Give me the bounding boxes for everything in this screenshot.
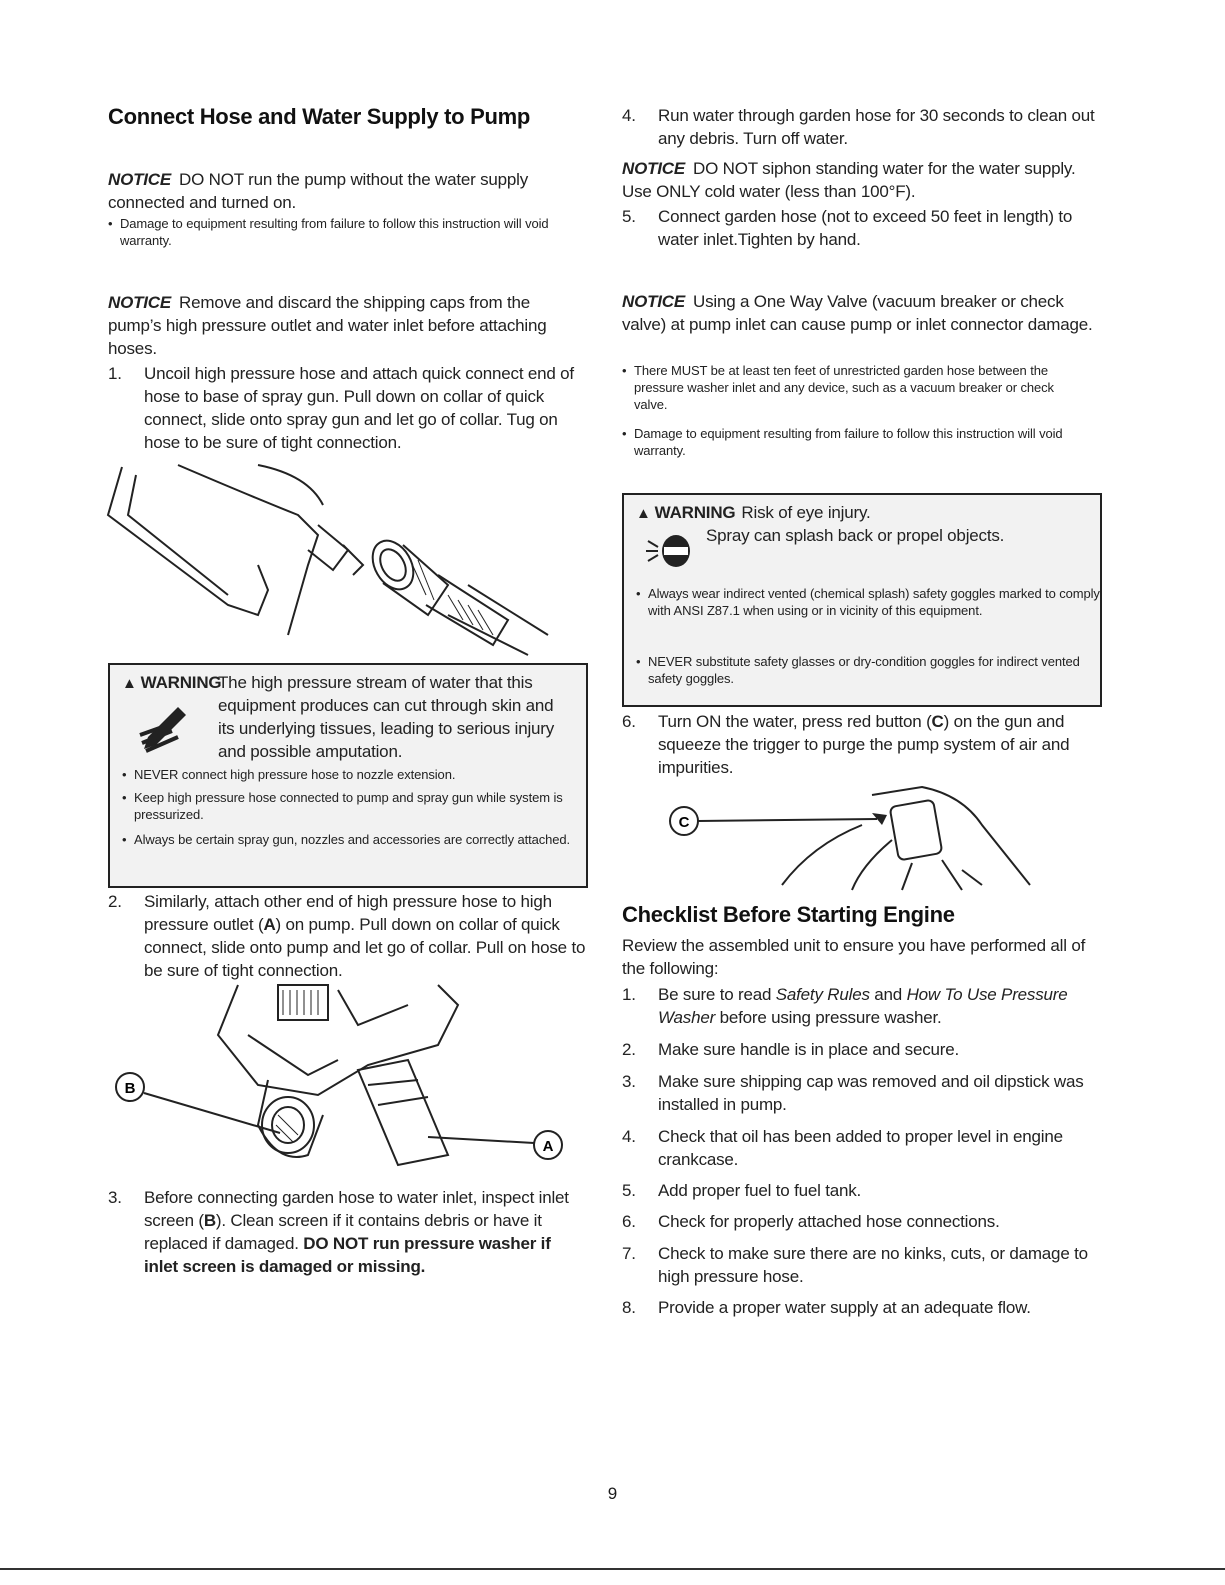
spray-gun-trigger-figure <box>662 785 1082 895</box>
warning-bullet-goggles: • Always wear indirect vented (chemical splash) safety goggles marked to comply with ANSI Z87.1 when using or in vicinity of this equipment. <box>636 585 1100 619</box>
checklist-item-5: 5. Add proper fuel to fuel tank. <box>622 1181 862 1200</box>
warning-heading-line-eye <box>636 501 1092 525</box>
notice-run-pump: NOTICE DO NOT run the pump without the water supply connected and turned on. <box>108 170 529 212</box>
callout-c: C <box>678 814 690 831</box>
step-4: 4. Run water through garden hose for 30 seconds to clean out any debris. Turn off water. <box>622 106 1095 148</box>
warning-box-high-pressure <box>108 663 588 888</box>
bottom-rule <box>0 1568 1225 1570</box>
step-6: 6. Turn ON the water, press red button (C) on the gun and squeeze the trigger to purge the pump system of air and impurities. <box>622 712 1070 777</box>
warning-bullet-2: • Keep high pressure hose connected to pump and spray gun while system is pressurized. <box>122 789 584 823</box>
notice-bullet-ten-feet: • There MUST be at least ten feet of unrestricted garden hose between the pressure washer inlet and any device, such as a vacuum breaker or check valve. <box>622 362 1084 413</box>
notice-shipping-caps: NOTICE Remove and discard the shipping caps from the pump’s high pressure outlet and water inlet before attaching hoses. <box>108 293 547 358</box>
checklist-item-3: 3. Make sure shipping cap was removed and oil dipstick was installed in pump. <box>622 1072 1084 1114</box>
notice-bullet-warranty-2: • Damage to equipment resulting from failure to follow this instruction will void warranty. <box>622 425 1084 459</box>
warning-triangle-icon: ▲ <box>122 675 137 692</box>
checklist-item-6: 6. Check for properly attached hose connections. <box>622 1212 1000 1231</box>
eye-splash-hazard-icon <box>646 531 694 571</box>
notice-label: NOTICE <box>108 293 172 312</box>
warning-label: WARNING <box>654 503 736 522</box>
checklist-item-4: 4. Check that oil has been added to proper level in engine crankcase. <box>622 1127 1063 1169</box>
notice-label: NOTICE <box>622 292 686 311</box>
step-3: 3. Before connecting garden hose to water inlet, inspect inlet screen (B). Clean screen if it contains debris or have it replaced if damaged. DO NOT run pressure washer if inlet screen is damaged or missing. <box>108 1188 569 1276</box>
hand-injection-hazard-icon <box>138 705 198 755</box>
pump-outlet-inlet-figure <box>108 985 588 1175</box>
checklist-intro: Review the assembled unit to ensure you have performed all of the following: <box>622 936 1086 978</box>
warning-line2: Spray can splash back or propel objects. <box>706 526 1005 545</box>
checklist-item-7: 7. Check to make sure there are no kinks, cuts, or damage to high pressure hose. <box>622 1244 1088 1286</box>
notice-bullet-warranty: • Damage to equipment resulting from failure to follow this instruction will void warranty. <box>108 215 560 249</box>
checklist-item-2: 2. Make sure handle is in place and secure. <box>622 1040 960 1059</box>
warning-bullet-3: • Always be certain spray gun, nozzles and accessories are correctly attached. <box>122 831 584 848</box>
section-heading-connect-hose: Connect Hose and Water Supply to Pump <box>108 104 531 129</box>
warning-box-eye-injury <box>622 493 1102 707</box>
warning-line1: Risk of eye injury. <box>741 503 871 522</box>
page-number: 9 <box>607 1484 618 1503</box>
callout-b: B <box>124 1080 136 1097</box>
step-2: 2. Similarly, attach other end of high pressure hose to high pressure outlet (A) on pump. Pull down on collar of quick connect, slide onto pump and let go of collar. Pull on hose to be sure of tight connection. <box>108 892 586 980</box>
spray-gun-hose-figure <box>108 455 588 655</box>
warning-text-high-pressure: The high pressure stream of water that this equipment produces can cut through skin and its underlying tissues, leading to serious injury and possible amputation. <box>218 673 555 761</box>
warning-bullet-1: • NEVER connect high pressure hose to nozzle extension. <box>122 766 584 783</box>
callout-a: A <box>542 1138 554 1155</box>
notice-one-way-valve: NOTICE Using a One Way Valve (vacuum breaker or check valve) at pump inlet can cause pump or inlet connector damage. <box>622 292 1093 334</box>
step-5: 5. Connect garden hose (not to exceed 50 feet in length) to water inlet.Tighten by hand. <box>622 207 1073 249</box>
notice-label: NOTICE <box>622 159 686 178</box>
notice-label: NOTICE <box>108 170 172 189</box>
warning-triangle-icon: ▲ <box>636 505 651 522</box>
section-heading-checklist: Checklist Before Starting Engine <box>622 902 955 927</box>
warning-label: WARNING <box>140 673 222 692</box>
notice-siphon: NOTICE DO NOT siphon standing water for the water supply. Use ONLY cold water (less than 100°F). <box>622 159 1076 201</box>
step-1: 1. Uncoil high pressure hose and attach quick connect end of hose to base of spray gun. Pull down on collar of quick connect, slide onto spray gun and let go of collar. Tug on hose to be sure of tight connection. <box>108 364 574 452</box>
checklist-item-8: 8. Provide a proper water supply at an adequate flow. <box>622 1298 1031 1317</box>
warning-bullet-never-substitute: • NEVER substitute safety glasses or dry-condition goggles for indirect vented safety goggles. <box>636 653 1100 687</box>
checklist-item-1: 1. Be sure to read Safety Rules and How To Use Pressure Washer before using pressure washer. <box>622 985 1068 1027</box>
